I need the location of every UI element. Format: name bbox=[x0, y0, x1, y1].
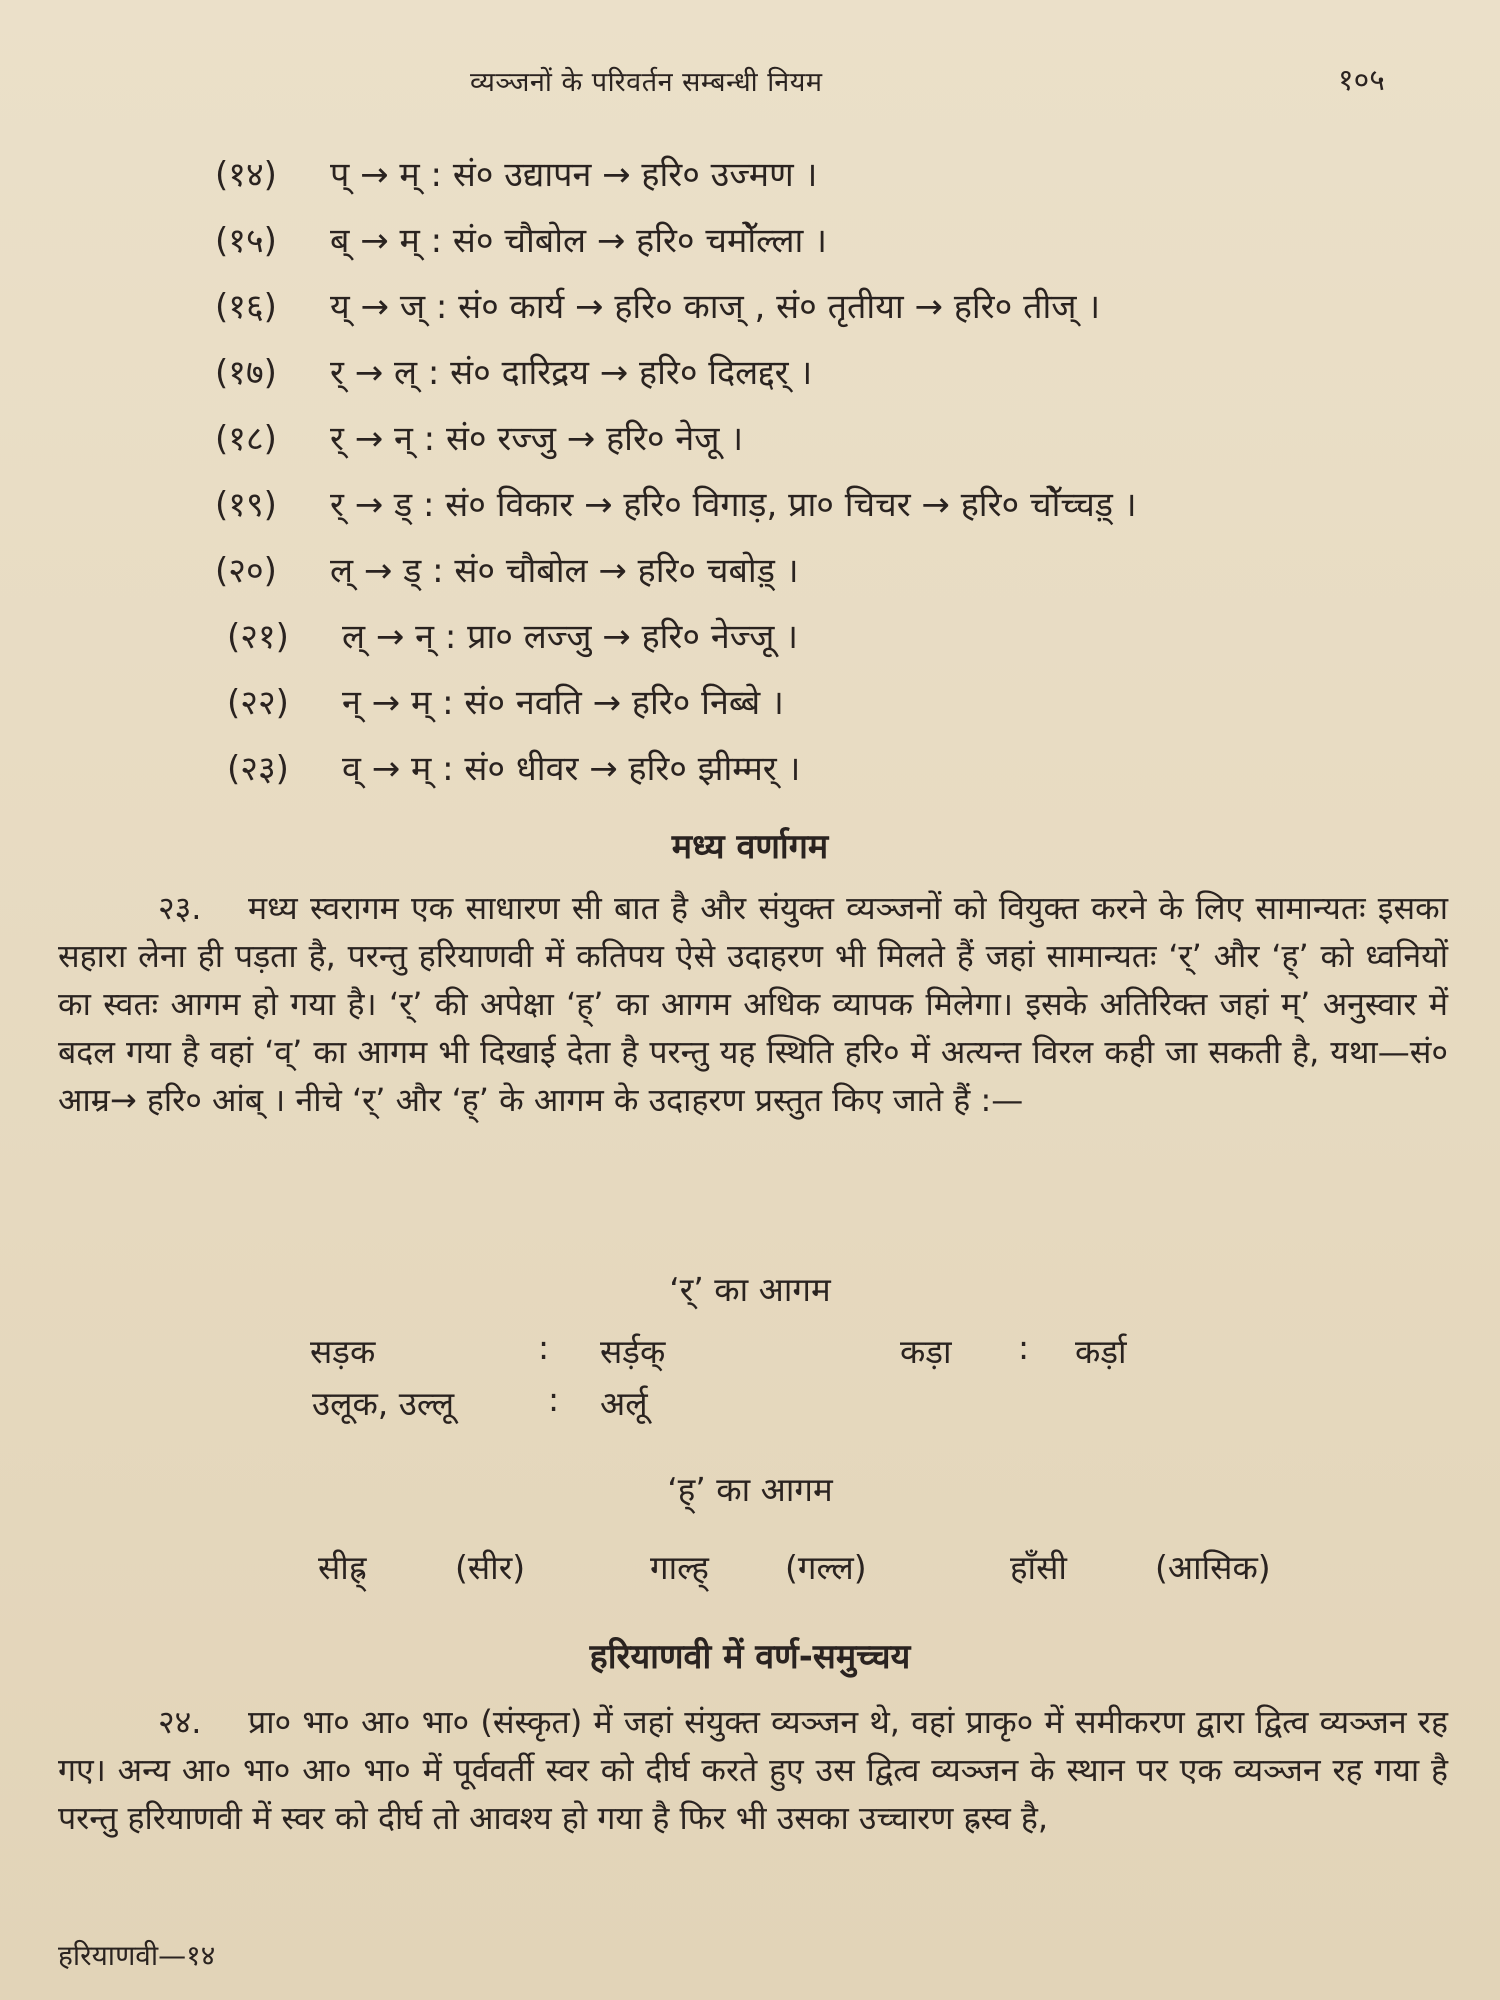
rule-text: र् → न् : सं० रज्जु → हरि० नेजू । bbox=[330, 419, 744, 459]
paragraph-number: २३. bbox=[158, 889, 202, 927]
rule-text: व् → म् : सं० धीवर → हरि० झीम्मर् । bbox=[342, 749, 801, 789]
example-separator: : bbox=[548, 1380, 560, 1419]
paragraph-number: २४. bbox=[158, 1703, 202, 1741]
rule-number: (१४) bbox=[215, 155, 277, 195]
paragraph-24 bbox=[58, 1698, 1448, 1842]
rule-text: न् → म् : सं० नवति → हरि० निब्बे । bbox=[342, 683, 784, 723]
section-heading-varna-samuchchay: हरियाणवी में वर्ण-समुच्चय bbox=[589, 1637, 911, 1677]
subheading-h-agam: ‘ह्’ का आगम bbox=[667, 1470, 833, 1509]
rule-text: र् → ड् : सं० विकार → हरि० विगाड़, प्रा० चिचर → हरि० चोॅच्चड़् । bbox=[330, 485, 1137, 525]
rule-17 bbox=[215, 338, 1435, 404]
rule-23 bbox=[215, 734, 1435, 800]
rule-21 bbox=[215, 602, 1435, 668]
rule-20 bbox=[215, 536, 1435, 602]
example-word: हाँसी bbox=[1010, 1548, 1067, 1587]
running-head bbox=[0, 62, 1500, 102]
rule-18 bbox=[215, 404, 1435, 470]
example-form: कर्ड़ा bbox=[1075, 1332, 1127, 1371]
chapter-title: व्यञ्जनों के परिवर्तन सम्बन्धी नियम bbox=[470, 67, 823, 98]
example-word: कड़ा bbox=[900, 1332, 952, 1371]
rule-text: ल् → ड् : सं० चौबोल → हरि० चबोड़् । bbox=[330, 551, 799, 591]
rule-16 bbox=[215, 272, 1435, 338]
rule-text: ब् → म् : सं० चौबोल → हरि० चमोॅल्ला । bbox=[330, 221, 828, 261]
example-word: सड़क bbox=[310, 1332, 376, 1371]
rule-text: य् → ज् : सं० कार्य → हरि० काज् , सं० तृतीया → हरि० तीज् । bbox=[330, 287, 1101, 327]
example-separator: : bbox=[1018, 1328, 1030, 1367]
paragraph-text: प्रा० भा० आ० भा० (संस्कृत) में जहां संयुक्त व्यञ्जन थे, वहां प्राकृ० में समीकरण द्वारा द्वित्व व्यञ्जन रह गए। अन्य आ० भा० आ० भा० में पूर्ववर्ती स्वर को दीर्घ करते हुए उस द्वित्व व्यञ्जन के स्थान पर एक व्यञ्जन रह गया है परन्तु हरियाणवी में स्वर को दीर्घ तो आवश्य हो गया है फिर भी उसका उच्चारण ह्रस्व है, bbox=[58, 1703, 1448, 1837]
rule-number: (१६) bbox=[215, 287, 277, 327]
consonant-change-rules bbox=[215, 140, 1435, 800]
example-word: सीह्र् bbox=[318, 1548, 367, 1587]
rule-number: (२१) bbox=[227, 617, 289, 657]
paragraph-text: मध्य स्वरागम एक साधारण सी बात है और संयुक्त व्यञ्जनों को वियुक्त करने के लिए सामान्यतः इसका सहारा लेना ही पड़ता है, परन्तु हरियाणवी में कतिपय ऐसे उदाहरण भी मिलते हैं जहां सामान्यतः ‘र्’ और ‘ह्’ को ध्वनियों का स्वतः आगम हो गया है। ‘र्’ की अपेक्षा ‘ह्’ का आगम अधिक व्यापक मिलेगा। इसके अतिरिक्त जहां म्’ अनुस्वार में बदल गया है वहां ‘व्’ का आगम भी दिखाई देता है परन्तु यह स्थिति हरि० में अत्यन्त विरल कही जा सकती है, यथा—सं० आम्र→ हरि० आंब् । नीचे ‘र्’ और ‘ह्’ के आगम के उदाहरण प्रस्तुत किए जाते हैं :— bbox=[58, 889, 1448, 1119]
example-original: (सीर) bbox=[455, 1548, 526, 1587]
rule-number: (१५) bbox=[215, 221, 277, 261]
example-original: (गल्ल) bbox=[785, 1548, 867, 1587]
example-word: उलूक, उल्लू bbox=[312, 1384, 455, 1423]
rule-number: (१९) bbox=[215, 485, 277, 525]
rule-text: ल् → न् : प्रा० लज्जु → हरि० नेज्जू । bbox=[342, 617, 799, 657]
rule-14 bbox=[215, 140, 1435, 206]
rule-number: (१७) bbox=[215, 353, 277, 393]
example-separator: : bbox=[538, 1328, 550, 1367]
rule-text: र् → ल् : सं० दारिद्रय → हरि० दिलद्दर् । bbox=[330, 353, 813, 393]
rule-15 bbox=[215, 206, 1435, 272]
example-original: (आसिक) bbox=[1155, 1548, 1271, 1587]
example-form: सर्ड़क् bbox=[600, 1332, 666, 1371]
rule-number: (२२) bbox=[227, 683, 289, 723]
rule-number: (१८) bbox=[215, 419, 277, 459]
example-word: गाल्ह् bbox=[650, 1548, 709, 1587]
page-number: १०५ bbox=[1338, 63, 1385, 98]
rule-19 bbox=[215, 470, 1435, 536]
paragraph-23 bbox=[58, 884, 1448, 1124]
rule-22 bbox=[215, 668, 1435, 734]
example-form: अर्लू bbox=[600, 1384, 648, 1423]
footer-signature: हरियाणवी—१४ bbox=[58, 1939, 216, 1972]
section-heading-madhya-varnagam: मध्य वर्णागम bbox=[671, 827, 829, 867]
rule-number: (२०) bbox=[215, 551, 277, 591]
rule-number: (२३) bbox=[227, 749, 289, 789]
rule-text: प् → म् : सं० उद्यापन → हरि० उज्मण । bbox=[330, 155, 818, 195]
subheading-r-agam: ‘र्’ का आगम bbox=[669, 1270, 831, 1309]
